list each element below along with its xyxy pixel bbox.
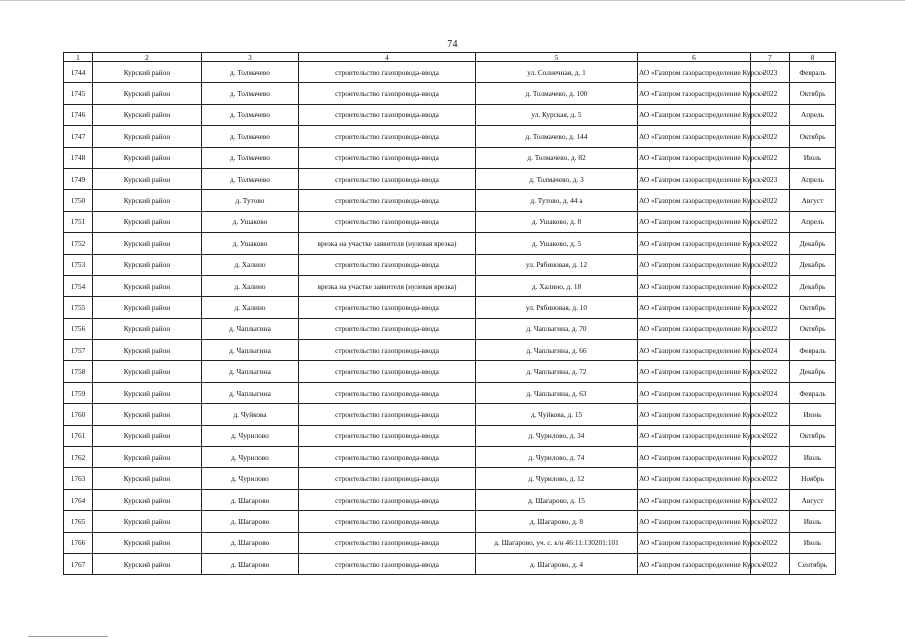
header-cell-2: 2 — [93, 53, 202, 62]
cell-work-type: строительство газопровода-ввода — [299, 104, 476, 125]
cell-month: Октябрь — [790, 318, 836, 339]
cell-organization: АО «Газпром газораспределение Курск» — [638, 489, 751, 510]
cell-year: 2022 — [751, 254, 790, 275]
cell-year: 2022 — [751, 104, 790, 125]
header-cell-8: 8 — [790, 53, 836, 62]
cell-district: Курский район — [93, 340, 202, 361]
cell-work-type: строительство газопровода-ввода — [299, 361, 476, 382]
cell-settlement: д. Толмачево — [202, 83, 299, 104]
cell-row-number: 1746 — [64, 104, 93, 125]
cell-settlement: д. Толмачево — [202, 168, 299, 189]
header-cell-5: 5 — [476, 53, 638, 62]
cell-row-number: 1758 — [64, 361, 93, 382]
cell-row-number: 1749 — [64, 168, 93, 189]
cell-settlement: д. Халино — [202, 275, 299, 296]
cell-address: д. Чаплыгина, д. 70 — [476, 318, 638, 339]
cell-work-type: строительство газопровода-ввода — [299, 83, 476, 104]
cell-work-type: строительство газопровода-ввода — [299, 340, 476, 361]
cell-work-type: строительство газопровода-ввода — [299, 318, 476, 339]
table-row — [64, 297, 836, 318]
cell-address: д. Толмачево, д. 100 — [476, 83, 638, 104]
cell-row-number: 1748 — [64, 147, 93, 168]
cell-row-number: 1744 — [64, 62, 93, 83]
cell-district: Курский район — [93, 425, 202, 446]
table-row — [64, 83, 836, 104]
cell-address: д. Чаплыгина, д. 63 — [476, 382, 638, 403]
cell-month: Октябрь — [790, 297, 836, 318]
cell-address: д. Чуйкова, д. 15 — [476, 404, 638, 425]
cell-district: Курский район — [93, 404, 202, 425]
cell-work-type: врезка на участке заявителя (нулевая врезка) — [299, 233, 476, 254]
cell-organization: АО «Газпром газораспределение Курск» — [638, 340, 751, 361]
cell-row-number: 1751 — [64, 211, 93, 232]
cell-row-number: 1767 — [64, 553, 93, 574]
cell-year: 2022 — [751, 404, 790, 425]
cell-year: 2022 — [751, 211, 790, 232]
table-row — [64, 190, 836, 211]
header-cell-6: 6 — [638, 53, 751, 62]
cell-address: ул. Солнечная, д. 1 — [476, 62, 638, 83]
cell-work-type: строительство газопровода-ввода — [299, 468, 476, 489]
cell-month: Апрель — [790, 211, 836, 232]
cell-month: Октябрь — [790, 425, 836, 446]
cell-month: Август — [790, 489, 836, 510]
table-row — [64, 340, 836, 361]
cell-address: ул. Рябиновая, д. 12 — [476, 254, 638, 275]
cell-organization: АО «Газпром газораспределение Курск» — [638, 382, 751, 403]
cell-address: д. Чурилово, д. 34 — [476, 425, 638, 446]
cell-year: 2023 — [751, 62, 790, 83]
cell-address: ул. Рябиновая, д. 10 — [476, 297, 638, 318]
cell-year: 2022 — [751, 190, 790, 211]
cell-settlement: д. Шагарово — [202, 511, 299, 532]
cell-year: 2022 — [751, 318, 790, 339]
cell-month: Декабрь — [790, 361, 836, 382]
cell-month: Февраль — [790, 62, 836, 83]
cell-district: Курский район — [93, 104, 202, 125]
cell-row-number: 1763 — [64, 468, 93, 489]
cell-month: Июль — [790, 447, 836, 468]
cell-row-number: 1765 — [64, 511, 93, 532]
cell-organization: АО «Газпром газораспределение Курск» — [638, 168, 751, 189]
cell-work-type: врезка на участке заявителя (нулевая врезка) — [299, 275, 476, 296]
cell-address: д. Толмачево, д. 82 — [476, 147, 638, 168]
cell-year: 2024 — [751, 382, 790, 403]
cell-row-number: 1747 — [64, 126, 93, 147]
cell-month: Февраль — [790, 382, 836, 403]
cell-work-type: строительство газопровода-ввода — [299, 553, 476, 574]
cell-row-number: 1754 — [64, 275, 93, 296]
cell-district: Курский район — [93, 233, 202, 254]
cell-month: Февраль — [790, 340, 836, 361]
cell-address: д. Чурилово, д. 12 — [476, 468, 638, 489]
cell-work-type: строительство газопровода-ввода — [299, 532, 476, 553]
cell-year: 2022 — [751, 511, 790, 532]
cell-district: Курский район — [93, 62, 202, 83]
table-row — [64, 147, 836, 168]
cell-month: Июль — [790, 147, 836, 168]
cell-organization: АО «Газпром газораспределение Курск» — [638, 532, 751, 553]
cell-district: Курский район — [93, 511, 202, 532]
cell-settlement: д. Чаплыгина — [202, 382, 299, 403]
cell-settlement: д. Ушаково — [202, 233, 299, 254]
cell-row-number: 1762 — [64, 447, 93, 468]
cell-work-type: строительство газопровода-ввода — [299, 489, 476, 510]
cell-settlement: д. Халино — [202, 297, 299, 318]
cell-district: Курский район — [93, 553, 202, 574]
cell-district: Курский район — [93, 275, 202, 296]
cell-settlement: д. Шагарово — [202, 532, 299, 553]
page-number: 74 — [447, 39, 458, 50]
cell-year: 2022 — [751, 83, 790, 104]
table-row — [64, 361, 836, 382]
cell-year: 2024 — [751, 340, 790, 361]
cell-settlement: д. Шагарово — [202, 489, 299, 510]
cell-month: Апрель — [790, 104, 836, 125]
cell-month: Октябрь — [790, 83, 836, 104]
table-row — [64, 211, 836, 232]
cell-work-type: строительство газопровода-ввода — [299, 211, 476, 232]
cell-month: Июль — [790, 511, 836, 532]
cell-settlement: д. Чурилово — [202, 468, 299, 489]
cell-work-type: строительство газопровода-ввода — [299, 62, 476, 83]
table-row — [64, 126, 836, 147]
table-row — [64, 275, 836, 296]
cell-district: Курский район — [93, 190, 202, 211]
cell-organization: АО «Газпром газораспределение Курск» — [638, 233, 751, 254]
cell-settlement: д. Чурилово — [202, 425, 299, 446]
cell-district: Курский район — [93, 254, 202, 275]
table-row — [64, 254, 836, 275]
cell-year: 2022 — [751, 147, 790, 168]
cell-work-type: строительство газопровода-ввода — [299, 147, 476, 168]
table-row — [64, 553, 836, 574]
cell-month: Декабрь — [790, 233, 836, 254]
cell-organization: АО «Газпром газораспределение Курск» — [638, 318, 751, 339]
cell-settlement: д. Тутово — [202, 190, 299, 211]
cell-work-type: строительство газопровода-ввода — [299, 511, 476, 532]
cell-year: 2022 — [751, 489, 790, 510]
cell-settlement: д. Шагарово — [202, 553, 299, 574]
cell-organization: АО «Газпром газораспределение Курск» — [638, 211, 751, 232]
cell-district: Курский район — [93, 468, 202, 489]
cell-district: Курский район — [93, 297, 202, 318]
cell-work-type: строительство газопровода-ввода — [299, 297, 476, 318]
cell-address: д. Шагарово, д. 8 — [476, 511, 638, 532]
cell-year: 2023 — [751, 168, 790, 189]
cell-month: Ноябрь — [790, 468, 836, 489]
header-row — [64, 53, 836, 62]
cell-row-number: 1750 — [64, 190, 93, 211]
cell-district: Курский район — [93, 532, 202, 553]
cell-year: 2022 — [751, 553, 790, 574]
cell-row-number: 1766 — [64, 532, 93, 553]
registry-table — [63, 52, 836, 575]
cell-organization: АО «Газпром газораспределение Курск» — [638, 447, 751, 468]
cell-year: 2022 — [751, 468, 790, 489]
cell-organization: АО «Газпром газораспределение Курск» — [638, 425, 751, 446]
cell-year: 2022 — [751, 297, 790, 318]
table-row — [64, 62, 836, 83]
cell-organization: АО «Газпром газораспределение Курск» — [638, 147, 751, 168]
cell-address: д. Шагарово, уч. с. к/н 46:11:130201:101 — [476, 532, 638, 553]
cell-organization: АО «Газпром газораспределение Курск» — [638, 104, 751, 125]
cell-organization: АО «Газпром газораспределение Курск» — [638, 83, 751, 104]
cell-organization: АО «Газпром газораспределение Курск» — [638, 275, 751, 296]
cell-district: Курский район — [93, 318, 202, 339]
cell-row-number: 1764 — [64, 489, 93, 510]
cell-settlement: д. Толмачево — [202, 126, 299, 147]
cell-year: 2022 — [751, 361, 790, 382]
cell-month: Июнь — [790, 404, 836, 425]
cell-address: д. Толмачево, д. 144 — [476, 126, 638, 147]
header-cell-3: 3 — [202, 53, 299, 62]
cell-work-type: строительство газопровода-ввода — [299, 447, 476, 468]
cell-address: д. Чаплыгина, д. 66 — [476, 340, 638, 361]
cell-work-type: строительство газопровода-ввода — [299, 404, 476, 425]
cell-work-type: строительство газопровода-ввода — [299, 425, 476, 446]
cell-address: ул. Курская, д. 5 — [476, 104, 638, 125]
cell-year: 2022 — [751, 447, 790, 468]
table-row — [64, 511, 836, 532]
cell-month: Апрель — [790, 168, 836, 189]
cell-organization: АО «Газпром газораспределение Курск» — [638, 190, 751, 211]
cell-month: Декабрь — [790, 254, 836, 275]
cell-row-number: 1752 — [64, 233, 93, 254]
cell-organization: АО «Газпром газораспределение Курск» — [638, 553, 751, 574]
cell-year: 2022 — [751, 126, 790, 147]
cell-row-number: 1755 — [64, 297, 93, 318]
table-row — [64, 489, 836, 510]
header-cell-1: 1 — [64, 53, 93, 62]
table-row — [64, 382, 836, 403]
cell-address: д. Шагарово, д. 15 — [476, 489, 638, 510]
cell-month: Декабрь — [790, 275, 836, 296]
cell-district: Курский район — [93, 361, 202, 382]
cell-address: д. Шагарово, д. 4 — [476, 553, 638, 574]
cell-settlement: д. Толмачево — [202, 62, 299, 83]
cell-district: Курский район — [93, 83, 202, 104]
table-row — [64, 404, 836, 425]
cell-year: 2022 — [751, 425, 790, 446]
cell-work-type: строительство газопровода-ввода — [299, 126, 476, 147]
cell-month: Август — [790, 190, 836, 211]
cell-row-number: 1753 — [64, 254, 93, 275]
cell-work-type: строительство газопровода-ввода — [299, 190, 476, 211]
cell-organization: АО «Газпром газораспределение Курск» — [638, 62, 751, 83]
table-row — [64, 318, 836, 339]
cell-settlement: д. Толмачево — [202, 104, 299, 125]
cell-settlement: д. Чаплыгина — [202, 340, 299, 361]
table-row — [64, 468, 836, 489]
cell-year: 2022 — [751, 275, 790, 296]
table-row — [64, 447, 836, 468]
cell-work-type: строительство газопровода-ввода — [299, 254, 476, 275]
cell-settlement: д. Чаплыгина — [202, 361, 299, 382]
cell-row-number: 1756 — [64, 318, 93, 339]
cell-district: Курский район — [93, 126, 202, 147]
cell-district: Курский район — [93, 489, 202, 510]
table-body — [64, 62, 836, 575]
cell-organization: АО «Газпром газораспределение Курск» — [638, 254, 751, 275]
cell-row-number: 1760 — [64, 404, 93, 425]
cell-district: Курский район — [93, 382, 202, 403]
cell-address: д. Чурилово, д. 74 — [476, 447, 638, 468]
scan-edge-bottom — [28, 636, 108, 637]
cell-organization: АО «Газпром газораспределение Курск» — [638, 361, 751, 382]
cell-year: 2022 — [751, 233, 790, 254]
table-row — [64, 532, 836, 553]
cell-address: д. Тутово, д. 44 а — [476, 190, 638, 211]
cell-address: д. Халино, д. 18 — [476, 275, 638, 296]
cell-address: д. Ушаково, д. 5 — [476, 233, 638, 254]
cell-settlement: д. Чурилово — [202, 447, 299, 468]
cell-month: Сентябрь — [790, 553, 836, 574]
cell-month: Июль — [790, 532, 836, 553]
table-row — [64, 233, 836, 254]
cell-settlement: д. Ушаково — [202, 211, 299, 232]
scan-edge-top — [0, 0, 905, 1]
cell-settlement: д. Толмачево — [202, 147, 299, 168]
cell-work-type: строительство газопровода-ввода — [299, 168, 476, 189]
cell-organization: АО «Газпром газораспределение Курск» — [638, 126, 751, 147]
cell-settlement: д. Чуйкова — [202, 404, 299, 425]
cell-district: Курский район — [93, 147, 202, 168]
header-cell-7: 7 — [751, 53, 790, 62]
cell-district: Курский район — [93, 211, 202, 232]
cell-address: д. Ушаково, д. 8 — [476, 211, 638, 232]
cell-settlement: д. Халино — [202, 254, 299, 275]
cell-year: 2022 — [751, 532, 790, 553]
cell-district: Курский район — [93, 447, 202, 468]
cell-row-number: 1759 — [64, 382, 93, 403]
cell-organization: АО «Газпром газораспределение Курск» — [638, 511, 751, 532]
header-cell-4: 4 — [299, 53, 476, 62]
table-row — [64, 425, 836, 446]
cell-month: Октябрь — [790, 126, 836, 147]
cell-district: Курский район — [93, 168, 202, 189]
cell-address: д. Чаплыгина, д. 72 — [476, 361, 638, 382]
cell-address: д. Толмачево, д. 3 — [476, 168, 638, 189]
cell-organization: АО «Газпром газораспределение Курск» — [638, 468, 751, 489]
table-row — [64, 104, 836, 125]
cell-organization: АО «Газпром газораспределение Курск» — [638, 404, 751, 425]
cell-row-number: 1757 — [64, 340, 93, 361]
table-row — [64, 168, 836, 189]
cell-row-number: 1761 — [64, 425, 93, 446]
cell-organization: АО «Газпром газораспределение Курск» — [638, 297, 751, 318]
table-header — [64, 53, 836, 62]
cell-settlement: д. Чаплыгина — [202, 318, 299, 339]
cell-row-number: 1745 — [64, 83, 93, 104]
cell-work-type: строительство газопровода-ввода — [299, 382, 476, 403]
